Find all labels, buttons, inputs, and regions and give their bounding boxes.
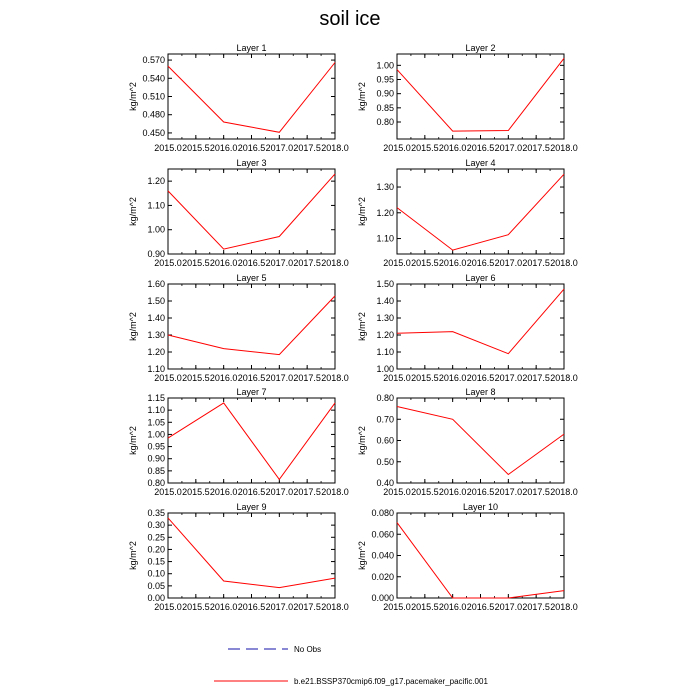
y-tick-label: 0.30 [147,520,165,531]
y-tick-label: 0.90 [147,453,165,464]
y-tick-label: 0.50 [376,456,394,467]
x-tick-label: 2015.5 [182,143,210,153]
y-tick-label: 1.00 [376,60,394,71]
panel-title: Layer 6 [465,273,496,283]
y-tick-label: 1.40 [376,296,394,306]
x-tick-label: 2016.5 [466,258,495,268]
plot-frame [397,513,564,598]
chart-title: soil ice [319,8,381,30]
x-tick-label: 2016.5 [237,258,266,268]
x-tick-label: 2017.5 [522,258,550,268]
x-tick-label: 2016.0 [209,602,238,612]
series-line [397,58,564,131]
x-tick-label: 2015.5 [411,487,439,497]
series-line [397,289,564,354]
series-line [397,523,564,598]
legend-label: b.e21.BSSP370cmip6.f09_g17.pacemaker_pacific.001 [294,677,488,686]
y-axis-label: kg/m^2 [357,312,367,341]
y-tick-label: 0.95 [376,74,394,85]
y-axis-label: kg/m^2 [357,82,367,111]
x-tick-label: 2016.0 [209,373,238,383]
panel-title: Layer 1 [236,43,267,53]
y-tick-label: 0.450 [142,127,165,138]
y-tick-label: 0.60 [376,435,394,446]
y-tick-label: 0.85 [376,102,394,113]
x-tick-label: 2016.5 [466,602,495,612]
x-tick-label: 2016.0 [438,602,467,612]
y-tick-label: 1.05 [147,417,165,428]
x-tick-label: 2017.0 [265,258,294,268]
x-tick-label: 2015.5 [182,373,210,383]
x-tick-label: 2016.5 [237,602,266,612]
x-tick-label: 2017.5 [293,602,321,612]
x-tick-label: 2017.5 [293,373,321,383]
x-tick-label: 2018.0 [321,373,349,383]
y-tick-label: 1.30 [376,182,394,193]
y-tick-label: 0.00 [147,593,165,603]
x-tick-label: 2015.0 [154,487,182,497]
x-tick-label: 2017.0 [494,258,523,268]
x-tick-label: 2015.0 [383,602,411,612]
y-tick-label: 0.80 [147,478,165,488]
y-tick-label: 1.10 [147,200,165,211]
x-tick-label: 2018.0 [321,143,349,153]
y-tick-label: 0.060 [371,529,394,540]
x-tick-label: 2018.0 [321,602,349,612]
panel-4 [357,158,578,268]
y-tick-label: 0.080 [371,508,394,518]
x-tick-label: 2017.5 [293,487,321,497]
series-line [397,174,564,250]
y-tick-label: 1.10 [376,347,394,357]
y-axis-label: kg/m^2 [128,426,138,455]
x-tick-label: 2015.5 [182,258,210,268]
x-tick-label: 2016.0 [438,143,467,153]
x-tick-label: 2015.5 [411,373,439,383]
x-tick-label: 2016.0 [438,258,467,268]
panel-1 [128,43,349,153]
y-tick-label: 1.20 [376,207,394,218]
y-tick-label: 1.00 [147,224,165,235]
x-tick-label: 2015.0 [383,373,411,383]
x-tick-label: 2017.0 [494,487,523,497]
x-tick-label: 2015.0 [154,258,182,268]
x-tick-label: 2016.0 [209,143,238,153]
y-tick-label: 0.20 [147,544,165,555]
y-axis-label: kg/m^2 [357,541,367,570]
x-tick-label: 2018.0 [550,258,578,268]
x-tick-label: 2016.0 [209,487,238,497]
panel-title: Layer 2 [465,43,496,53]
x-tick-label: 2017.0 [265,143,294,153]
x-tick-label: 2016.5 [237,373,266,383]
plot-frame [168,169,335,254]
x-tick-label: 2016.0 [438,373,467,383]
x-tick-label: 2017.5 [293,143,321,153]
series-line [168,403,335,480]
y-tick-label: 0.570 [142,55,165,66]
y-tick-label: 0.25 [147,532,165,543]
x-tick-label: 2015.0 [383,258,411,268]
x-tick-label: 2017.0 [265,487,294,497]
legend [214,645,488,686]
x-tick-label: 2015.5 [411,258,439,268]
panel-title: Layer 3 [236,158,267,168]
y-axis-label: kg/m^2 [128,312,138,341]
x-tick-label: 2016.5 [466,487,495,497]
y-axis-label: kg/m^2 [357,197,367,226]
panel-7 [128,387,349,497]
y-tick-label: 0.020 [371,571,394,582]
y-tick-label: 1.15 [147,393,165,403]
x-tick-label: 2015.5 [411,602,439,612]
y-tick-label: 0.40 [376,478,394,488]
panel-10 [357,502,578,612]
y-tick-label: 1.20 [147,176,165,187]
x-tick-label: 2016.0 [438,487,467,497]
y-tick-label: 0.85 [147,465,165,476]
y-tick-label: 0.540 [142,73,165,84]
x-tick-label: 2017.5 [522,602,550,612]
x-tick-label: 2017.0 [494,602,523,612]
x-tick-label: 2015.0 [154,143,182,153]
y-tick-label: 1.30 [147,330,165,340]
legend-label: No Obs [294,645,322,654]
y-tick-label: 0.70 [376,414,394,425]
panel-3 [128,158,349,268]
x-tick-label: 2018.0 [550,487,578,497]
y-tick-label: 0.95 [147,441,165,452]
x-tick-label: 2018.0 [550,373,578,383]
series-line [168,174,335,249]
y-tick-label: 1.50 [376,279,394,289]
x-tick-label: 2018.0 [550,143,578,153]
x-tick-label: 2017.5 [522,487,550,497]
series-line [168,63,335,133]
panel-5 [128,273,349,383]
x-tick-label: 2017.0 [265,602,294,612]
x-tick-label: 2017.0 [494,373,523,383]
x-tick-label: 2018.0 [550,602,578,612]
x-tick-label: 2017.5 [293,258,321,268]
series-line [168,518,335,588]
plot-frame [168,54,335,139]
y-tick-label: 0.510 [142,91,165,102]
y-tick-label: 0.480 [142,109,165,120]
y-axis-label: kg/m^2 [128,197,138,226]
panel-title: Layer 9 [236,502,267,512]
x-tick-label: 2017.0 [265,373,294,383]
panel-2 [357,43,578,153]
y-tick-label: 1.30 [376,313,394,323]
series-line [168,296,335,355]
plot-frame [168,284,335,369]
x-tick-label: 2015.0 [154,602,182,612]
plot-frame [397,398,564,483]
panel-title: Layer 10 [462,502,499,512]
y-tick-label: 1.40 [147,313,165,323]
x-tick-label: 2015.0 [154,373,182,383]
y-tick-label: 0.90 [147,249,165,259]
x-tick-label: 2016.5 [466,143,495,153]
x-tick-label: 2018.0 [321,487,349,497]
y-tick-label: 0.15 [147,556,165,567]
panel-title: Layer 8 [465,387,496,397]
panel-title: Layer 4 [465,158,496,168]
panel-title: Layer 7 [236,387,267,397]
x-tick-label: 2017.5 [522,373,550,383]
y-tick-label: 0.040 [371,550,394,561]
panel-9 [128,502,349,612]
x-tick-label: 2015.5 [411,143,439,153]
x-tick-label: 2015.0 [383,143,411,153]
x-tick-label: 2015.0 [383,487,411,497]
y-tick-label: 1.60 [147,279,165,289]
y-tick-label: 0.80 [376,117,394,127]
y-tick-label: 1.20 [376,330,394,340]
y-tick-label: 1.10 [147,405,165,416]
y-tick-label: 0.10 [147,568,165,579]
x-tick-label: 2018.0 [321,258,349,268]
y-tick-label: 1.00 [147,429,165,440]
y-axis-label: kg/m^2 [128,541,138,570]
series-line [397,407,564,475]
y-tick-label: 0.000 [371,593,394,603]
y-axis-label: kg/m^2 [357,426,367,455]
y-tick-label: 0.90 [376,88,394,99]
plot-frame [397,284,564,369]
x-tick-label: 2017.5 [522,143,550,153]
x-tick-label: 2016.5 [237,143,266,153]
y-axis-label: kg/m^2 [128,82,138,111]
x-tick-label: 2015.5 [182,487,210,497]
panel-title: Layer 5 [236,273,267,283]
y-tick-label: 1.50 [147,296,165,306]
y-tick-label: 0.80 [376,393,394,403]
panel-8 [357,387,578,497]
plot-frame [397,169,564,254]
y-tick-label: 1.10 [147,364,165,374]
x-tick-label: 2015.5 [182,602,210,612]
x-tick-label: 2016.5 [237,487,266,497]
x-tick-label: 2016.0 [209,258,238,268]
panel-6 [357,273,578,383]
x-tick-label: 2017.0 [494,143,523,153]
y-tick-label: 0.05 [147,580,165,591]
plot-frame [397,54,564,139]
y-tick-label: 1.20 [147,347,165,357]
plot-frame [168,513,335,598]
y-tick-label: 1.00 [376,364,394,374]
x-tick-label: 2016.5 [466,373,495,383]
y-tick-label: 1.10 [376,233,394,244]
y-tick-label: 0.35 [147,508,165,518]
